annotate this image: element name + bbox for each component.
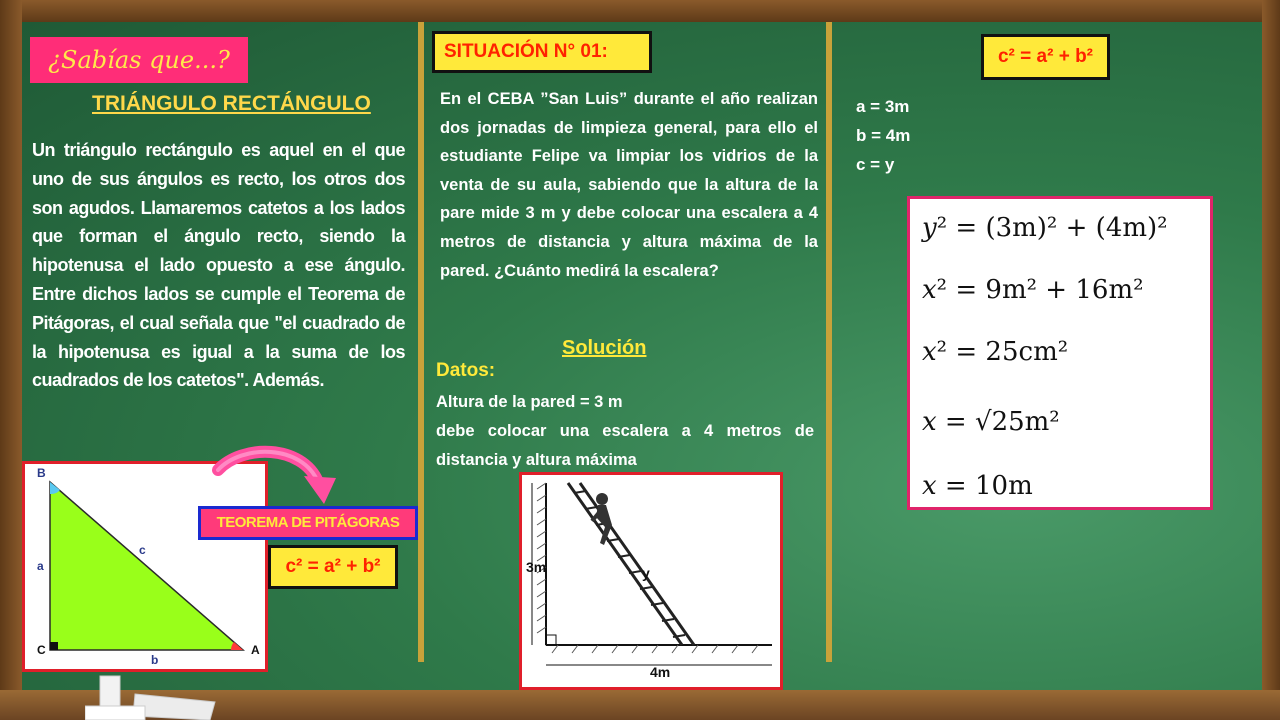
curved-arrow-icon	[212, 442, 342, 508]
board-frame-right	[1262, 0, 1280, 720]
sabias-que-badge: ¿Sabías que...?	[30, 37, 248, 83]
equation-5-rhs: 10m	[975, 471, 1033, 501]
side-a-label: a	[37, 559, 44, 573]
equation-1-lhs: y	[922, 213, 937, 243]
equation-1: y² = (3m)² + (4m)²	[922, 213, 1168, 243]
value-a: a = 3m	[856, 97, 910, 116]
equation-2-lhs: x	[922, 275, 937, 305]
triangle-definition-text: Un triángulo rectángulo es aquel en el que uno de sus ángulos es recto, los otros dos son agudos. Llamaremos catetos a los lados que forman el ángulo recto, siendo la hipotenusa el lado opuesto a ese ángulo. Entre dichos lados se cumple el Teorema de Pitágoras, el cual señala que "el cuadrado de la hipotenusa es igual a la suma de los cuadrados de los catetos". Además.	[32, 140, 405, 391]
data-heading: Datos:	[436, 360, 496, 381]
equation-4-lhs: x	[922, 407, 937, 437]
data-text	[436, 388, 814, 475]
solution-equations-panel	[907, 196, 1213, 510]
climbing-person-icon	[592, 493, 612, 545]
chalk-pieces-icon	[85, 672, 225, 720]
value-b: b = 4m	[856, 126, 911, 145]
board-frame-top	[0, 0, 1280, 22]
pythagoras-theorem-label: TEOREMA DE PITÁGORAS	[198, 506, 418, 540]
base-distance-label: 4m	[650, 664, 671, 680]
given-values	[856, 92, 910, 179]
data-line-ladder-distance: debe colocar una escalera a 4 metros de distancia y altura máxima	[436, 422, 814, 469]
equation-2-rhs: 9m² + 16m²	[985, 275, 1144, 305]
data-line-wall-height: Altura de la pared = 3 m	[436, 393, 623, 411]
side-c-label: c	[139, 543, 146, 557]
solution-heading: Solución	[562, 337, 647, 359]
pythagoras-formula-left: c² = a² + b²	[268, 545, 398, 589]
equation-5-lhs: x	[922, 471, 937, 501]
ladder-length-label: y	[642, 565, 650, 581]
right-angle-marker	[50, 642, 58, 650]
vertex-c-label: C	[37, 643, 46, 657]
vertex-a-label: A	[251, 643, 260, 657]
triangle-title: TRIÁNGULO RECTÁNGULO	[92, 92, 371, 115]
pythagoras-formula-right: c² = a² + b²	[981, 34, 1110, 80]
problem-statement: En el CEBA ”San Luis” durante el año realizan dos jornadas de limpieza general, para ello el estudiante Felipe va limpiar los vidrios de la venta de su aula, sabiendo que la altura de la pare mide 3 m y debe colocar una escalera a 4 metros de distancia y altura máxima de la pared. ¿Cuánto medirá la escalera?	[440, 90, 818, 280]
value-c: c = y	[856, 155, 895, 174]
equation-3-rhs: 25cm²	[985, 337, 1069, 367]
equation-5: x = 10m	[922, 471, 1033, 501]
equation-2: x² = 9m² + 16m²	[922, 275, 1144, 305]
ladder-figure	[519, 472, 783, 690]
situation-title: SITUACIÓN N° 01:	[432, 31, 652, 73]
column-divider-right	[826, 22, 832, 662]
wall-height-label: 3m	[526, 559, 547, 575]
equation-1-rhs: (3m)² + (4m)²	[985, 213, 1168, 243]
vertex-b-label: B	[37, 466, 46, 480]
equation-3-lhs: x	[922, 337, 937, 367]
equation-4: x = √25m²	[922, 407, 1060, 437]
column-divider-left	[418, 22, 424, 662]
equation-3: x² = 25cm²	[922, 337, 1069, 367]
equation-4-rhs: √25m²	[975, 407, 1060, 437]
side-b-label: b	[151, 653, 159, 667]
board-frame-left	[0, 0, 22, 720]
